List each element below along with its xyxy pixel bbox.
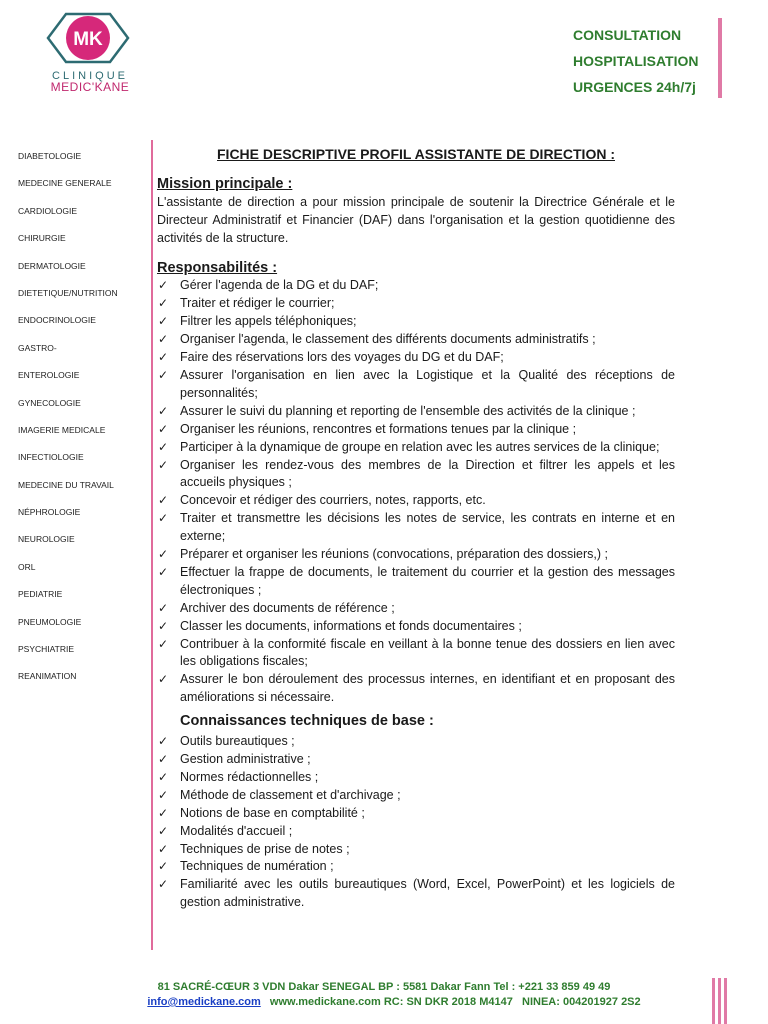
- checkmark-icon: ✓: [158, 564, 169, 579]
- sidebar-item: ORL: [18, 561, 36, 572]
- footer-line-2: [0, 995, 768, 1010]
- logo-text: MK: [73, 29, 103, 50]
- list-item: [157, 751, 675, 769]
- services-list: [573, 22, 698, 100]
- responsibilities-title: Responsabilités :: [157, 259, 278, 276]
- checkmark-icon: ✓: [158, 314, 169, 329]
- list-item: [157, 421, 675, 439]
- service-hospitalisation: HOSPITALISATION: [573, 53, 699, 69]
- footer-accent-bar: [712, 978, 715, 1024]
- list-item: [157, 733, 675, 751]
- list-item-text: Techniques de numération ;: [180, 859, 334, 874]
- responsibilities-list: [157, 277, 675, 707]
- checkmark-icon: ✓: [158, 636, 169, 651]
- checkmark-icon: ✓: [158, 841, 169, 856]
- list-item-text: Méthode de classement et d'archivage ;: [180, 787, 401, 802]
- vertical-divider: [151, 140, 153, 950]
- sidebar-item: PNEUMOLOGIE: [18, 616, 82, 627]
- list-item-text: Gestion administrative ;: [180, 752, 311, 766]
- header-accent-bar: [718, 18, 722, 98]
- list-item-text: Gérer l'agenda de la DG et du DAF;: [180, 278, 379, 293]
- list-item-text: Effectuer la frappe de documents, le traitement du courrier et la gestion des messages électroniques ;: [180, 564, 675, 597]
- sidebar-item: PEDIATRIE: [18, 589, 63, 600]
- knowledge-title: Connaissances techniques de base :: [180, 713, 434, 730]
- document-body: [157, 146, 675, 912]
- logo-mark-icon: [46, 12, 130, 64]
- list-item: [157, 439, 675, 457]
- sidebar-item: PSYCHIATRIE: [18, 644, 75, 655]
- list-item: [157, 636, 675, 672]
- checkmark-icon: ✓: [158, 332, 169, 347]
- footer-accent-bar: [724, 978, 727, 1024]
- list-item-text: Faire des réservations lors des voyages du DG et du DAF;: [180, 350, 504, 365]
- list-item: [157, 600, 675, 618]
- list-item-text: Familiarité avec les outils bureautiques (Word, Excel, PowerPoint) et les logiciels de gestion administrative.: [180, 877, 675, 910]
- specialties-sidebar: [18, 146, 138, 694]
- list-item: [157, 564, 675, 600]
- list-item-text: Modalités d'accueil ;: [180, 823, 293, 838]
- checkmark-icon: ✓: [158, 296, 169, 311]
- list-item-text: Traiter et rédiger le courrier;: [180, 296, 335, 311]
- checkmark-icon: ✓: [158, 823, 169, 838]
- sidebar-item: ENTEROLOGIE: [18, 370, 80, 381]
- checkmark-icon: ✓: [158, 752, 169, 766]
- checkmark-icon: ✓: [158, 278, 169, 293]
- list-item: [157, 403, 675, 421]
- list-item-text: Contribuer à la conformité fiscale en veillant à la bonne tenue des dossiers en lien avec les obligations fiscales;: [180, 636, 675, 669]
- sidebar-item: DERMATOLOGIE: [18, 260, 86, 271]
- list-item: [157, 671, 675, 707]
- list-item: [157, 457, 675, 493]
- checkmark-icon: ✓: [158, 547, 169, 562]
- checkmark-icon: ✓: [158, 600, 169, 615]
- checkmark-icon: ✓: [158, 493, 169, 508]
- list-item-text: Traiter et transmettre les décisions les notes de service, les contrats en interne et en externe;: [180, 511, 675, 544]
- footer-accent-bars: [712, 978, 726, 1024]
- checkmark-icon: ✓: [158, 421, 169, 436]
- checkmark-icon: ✓: [158, 367, 169, 382]
- checkmark-icon: ✓: [158, 805, 169, 820]
- document-title: FICHE DESCRIPTIVE PROFIL ASSISTANTE DE DIRECTION :: [217, 146, 615, 162]
- sidebar-item: NÉPHROLOGIE: [18, 507, 81, 518]
- sidebar-item: REANIMATION: [18, 671, 77, 682]
- checkmark-icon: ✓: [158, 859, 169, 874]
- checkmark-icon: ✓: [158, 734, 169, 749]
- brand-line-1: CLINIQUE: [52, 70, 128, 82]
- list-item: [157, 295, 675, 313]
- list-item-text: Filtrer les appels téléphoniques;: [180, 314, 357, 329]
- list-item-text: Outils bureautiques ;: [180, 734, 295, 749]
- list-item-text: Assurer le suivi du planning et reporting de l'ensemble des activités de la clinique ;: [180, 403, 636, 418]
- list-item: [157, 367, 675, 403]
- list-item: [157, 349, 675, 367]
- checkmark-icon: ✓: [158, 511, 169, 526]
- sidebar-item: MEDECINE GENERALE: [18, 178, 112, 189]
- list-item-text: Normes rédactionnelles ;: [180, 769, 319, 784]
- sidebar-item: CHIRURGIE: [18, 233, 66, 244]
- mission-text: L'assistante de direction a pour mission principale de soutenir la Directrice Générale et le Directeur Administratif et Financier (DAF) dans l'organisation et la gestion quotidienne des activités de la structure.: [157, 194, 675, 245]
- sidebar-item: ENDOCRINOLOGIE: [18, 315, 96, 326]
- sidebar-item: CARDIOLOGIE: [18, 205, 78, 216]
- checkmark-icon: ✓: [158, 439, 169, 454]
- mission-title: Mission principale :: [157, 175, 293, 192]
- list-item: [157, 331, 675, 349]
- list-item-text: Concevoir et rédiger des courriers, notes, rapports, etc.: [180, 493, 486, 508]
- list-item: [157, 805, 675, 823]
- checkmark-icon: ✓: [158, 618, 169, 633]
- list-item: [157, 618, 675, 636]
- checkmark-icon: ✓: [158, 350, 169, 365]
- list-item-text: Notions de base en comptabilité ;: [180, 805, 365, 820]
- service-urgences: URGENCES 24h/7j: [573, 79, 696, 95]
- sidebar-item: DIABETOLOGIE: [18, 151, 82, 161]
- list-item-text: Préparer et organiser les réunions (convocations, préparation des dossiers,) ;: [180, 547, 608, 562]
- list-item: [157, 510, 675, 546]
- list-item: [157, 277, 675, 295]
- checkmark-icon: ✓: [158, 769, 169, 784]
- list-item: [157, 841, 675, 859]
- list-item-text: Participer à la dynamique de groupe en relation avec les autres services de la clinique;: [180, 439, 660, 454]
- list-item: [157, 858, 675, 876]
- sidebar-item: IMAGERIE MEDICALE: [18, 424, 106, 435]
- list-item-text: Archiver des documents de référence ;: [180, 600, 395, 615]
- checkmark-icon: ✓: [158, 457, 169, 472]
- list-item: [157, 876, 675, 912]
- list-item: [157, 823, 675, 841]
- sidebar-item: INFECTIOLOGIE: [18, 452, 84, 463]
- checkmark-icon: ✓: [158, 403, 169, 418]
- list-item-text: Assurer le bon déroulement des processus internes, en identifiant et en proposant des améliorations si nécessaire.: [180, 672, 675, 705]
- footer-registration: www.medickane.com RC: SN DKR 2018 M4147 NINEA: 004201927 2S2: [260, 996, 641, 1008]
- checkmark-icon: ✓: [158, 787, 169, 802]
- sidebar-item: MEDECINE DU TRAVAIL: [18, 479, 114, 490]
- sidebar-item: GASTRO-: [18, 342, 57, 353]
- sidebar-item: DIETETIQUE/NUTRITION: [18, 287, 118, 298]
- list-item-text: Organiser les réunions, rencontres et formations tenues par la clinique ;: [180, 421, 577, 436]
- list-item: [157, 546, 675, 564]
- list-item-text: Techniques de prise de notes ;: [180, 841, 350, 856]
- list-item: [157, 787, 675, 805]
- list-item-text: Classer les documents, informations et fonds documentaires ;: [180, 618, 522, 633]
- list-item-text: Organiser l'agenda, le classement des différents documents administratifs ;: [180, 332, 596, 347]
- service-consultation: CONSULTATION: [573, 27, 682, 43]
- checkmark-icon: ✓: [158, 672, 169, 687]
- list-item-text: Organiser les rendez-vous des membres de la Direction et filtrer les appels et les accueils physiques ;: [180, 457, 675, 490]
- list-item: [157, 769, 675, 787]
- sidebar-item: GYNECOLOGIE: [18, 397, 81, 408]
- footer-address: 81 SACRÉ-CŒUR 3 VDN Dakar SENEGAL BP : 5581 Dakar Fann Tel : +221 33 859 49 49: [157, 981, 611, 993]
- list-item-text: Assurer l'organisation en lien avec la Logistique et la Qualité des réceptions de personnalités;: [180, 367, 675, 400]
- list-item: [157, 492, 675, 510]
- footer-email-link[interactable]: info@medickane.com: [147, 996, 261, 1008]
- checkmark-icon: ✓: [158, 877, 169, 892]
- footer-accent-bar: [718, 978, 721, 1024]
- knowledge-list: [157, 733, 675, 912]
- brand-line-2: MEDIC'KANE: [50, 80, 130, 94]
- footer: [0, 980, 768, 1010]
- sidebar-item: NEUROLOGIE: [18, 534, 75, 545]
- list-item: [157, 313, 675, 331]
